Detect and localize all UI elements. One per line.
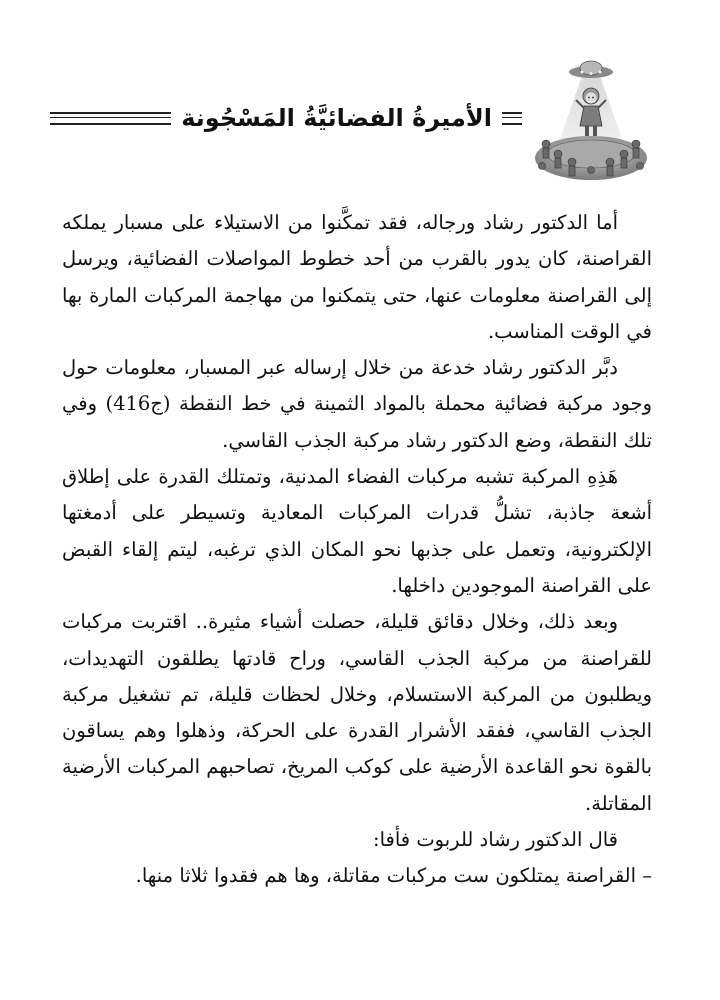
paragraph: دبَّر الدكتور رشاد خدعة من خلال إرساله عبر المسبار، معلومات حول وجود مركبة فضائية محملة بالمواد الثمينة في خط النقطة (ج416) وفي تلك النقطة، وضع الدكتور رشاد مركبة الجذب القاسي. [62,356,652,452]
page-title: الأميرةُ الفضائيَّةُ المَسْجُونة [181,104,492,132]
dialogue-line: – القراصنة يمتلكون ست مركبات مقاتلة، وها هم فقدوا ثلاثا منها. [135,864,652,888]
title-rule-left [50,112,171,125]
title-row [50,98,522,138]
paragraph: هَذِهِ المركبة تشبه مركبات الفضاء المدنية، وتمتلك القدرة على إطلاق أشعة جاذبة، تشلُّ قدرات المركبات المعادية وتسيطر على أدمغتها الإلكترونية، وتعمل على جذبها نحو المكان الذي ترغبه، ليتم إلقاء القبض على القراصنة الموجودين داخلها. [62,465,652,597]
story-text [62,205,652,895]
paragraph: قال الدكتور رشاد للربوت فأفا: [373,828,618,852]
space-ship-scene-icon [532,58,650,182]
paragraph: أما الدكتور رشاد ورجاله، فقد تمكَّنوا من الاستيلاء على مسبار يملكه القراصنة، كان يدور بالقرب من أحد خطوط المواصلات الفضائية، ويرسل إلى القراصنة معلومات عنها، حتى يتمكنوا من مهاجمة المركبات المارة بها في الوقت المناسب. [62,211,652,343]
title-rule-right [502,112,522,125]
page-header [50,58,650,188]
paragraph: وبعد ذلك، وخلال دقائق قليلة، حصلت أشياء مثيرة.. اقتربت مركبات للقراصنة من مركبة الجذب القاسي، وراح قادتها يطلقون التهديدات، ويطلبون من المركبة الاستسلام، وخلال لحظات قليلة، تم تشغيل مركبة الجذب القاسي، ففقد الأشرار القدرة على الحركة، وذهلوا وهم يساقون بالقوة نحو القاعدة الأرضية على كوكب المريخ، تصاحبهم المركبات الأرضية المقاتلة. [62,610,652,815]
